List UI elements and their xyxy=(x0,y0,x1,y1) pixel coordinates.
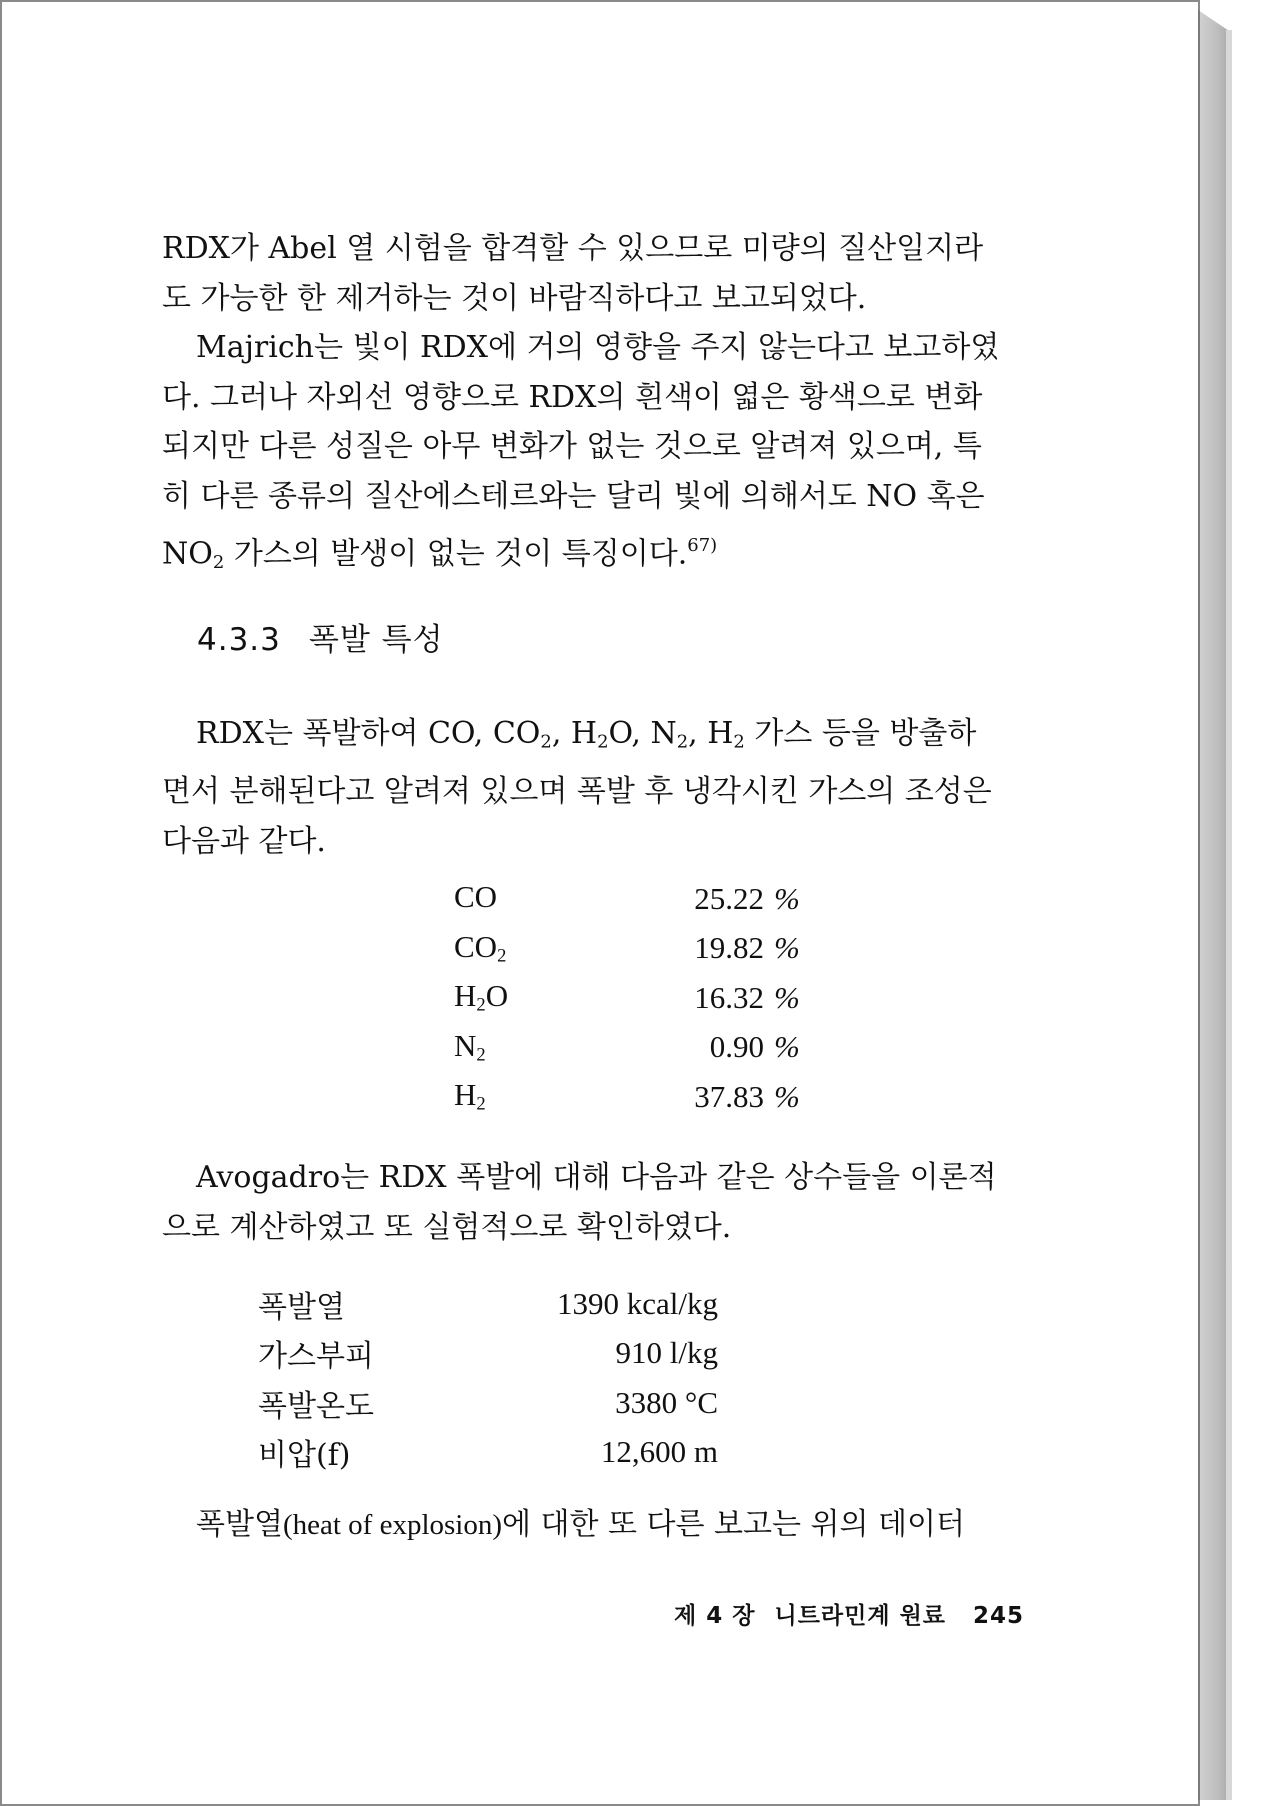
chapter-label: 제 4 장 xyxy=(674,1603,756,1629)
gas-name: $CO_2$ xyxy=(454,928,507,967)
subscript: 2 xyxy=(676,731,689,753)
formula-base: NO xyxy=(162,536,213,572)
gas-name: $H_2O$ xyxy=(454,978,509,1017)
gas-unit: % xyxy=(774,1078,800,1114)
table-row xyxy=(454,874,800,924)
page-number: 245 xyxy=(973,1603,1025,1629)
table-row xyxy=(258,1428,718,1478)
gas-name: CO xyxy=(454,879,498,915)
text-line: 다. 그러나 자외선 영향으로 RDX의 흰색이 엷은 황색으로 변화 xyxy=(162,379,983,415)
text-fragment: , H xyxy=(688,716,734,751)
text-line: 으로 계산하였고 또 실험적으로 확인하였다. xyxy=(162,1209,732,1245)
table-row xyxy=(258,1279,718,1329)
text-line: 다음과 같다. xyxy=(162,823,326,859)
text-fragment: (heat of explosion) xyxy=(282,1509,502,1541)
explosion-constants-table xyxy=(258,1279,718,1477)
gas-unit: % xyxy=(774,1029,800,1065)
text-fragment: 에 대한 또 다른 보고는 위의 데이터 xyxy=(502,1507,965,1542)
constant-value: 910 l/kg xyxy=(615,1335,718,1371)
text-line: Majrich는 빛이 RDX에 거의 영향을 주지 않는다고 보고하였 xyxy=(196,330,1000,365)
reference-number: 67) xyxy=(687,535,718,556)
section-title: 폭발 특성 xyxy=(308,622,444,658)
text-fragment: O, N xyxy=(608,716,677,751)
gas-unit: % xyxy=(774,880,800,916)
subscript: 2 xyxy=(212,552,225,574)
gas-value: 16.32 xyxy=(694,979,764,1015)
chapter-title: 니트라민계 원료 xyxy=(774,1603,947,1629)
text-line: Avogadro는 RDX 폭발에 대해 다음과 같은 상수들을 이론적 xyxy=(196,1160,997,1195)
gas-value: 0.90 xyxy=(709,1029,764,1065)
subscript: 2 xyxy=(733,731,745,753)
constant-value: 3380 °C xyxy=(615,1384,718,1420)
page-footer xyxy=(674,1597,1024,1630)
paragraph-2 xyxy=(162,323,1057,588)
paragraph-3 xyxy=(162,709,1057,866)
table-row xyxy=(454,924,800,974)
text-line: 도 가능한 한 제거하는 것이 바람직하다고 보고되었다. xyxy=(162,280,867,316)
text-line: 히 다른 종류의 질산에스테르와는 달리 빛에 의해서도 NO 혹은 xyxy=(162,478,985,514)
section-number: 4.3.3 xyxy=(197,622,281,658)
text-line: 되지만 다른 성질은 아무 변화가 없는 것으로 알려져 있으며, 특 xyxy=(162,429,982,464)
text-line xyxy=(162,709,1057,767)
constant-value: 1390 kcal/kg xyxy=(557,1285,718,1321)
gas-value: 37.83 xyxy=(694,1078,764,1114)
text-line: 면서 분해된다고 알려져 있으며 폭발 후 냉각시킨 가스의 조성은 xyxy=(162,774,992,809)
paragraph-4 xyxy=(162,1153,1057,1252)
table-row xyxy=(258,1329,718,1379)
constant-name: 폭발열 xyxy=(258,1289,345,1325)
constant-value: 12,600 m xyxy=(600,1434,718,1470)
gas-composition-table xyxy=(454,874,800,1122)
text-fragment: , H xyxy=(551,716,598,751)
subscript: 2 xyxy=(597,731,609,753)
constant-name: 폭발온도 xyxy=(258,1388,374,1424)
gas-name: $N_2$ xyxy=(454,1027,486,1066)
text-line xyxy=(162,1500,1057,1551)
text-line xyxy=(162,521,1057,588)
page-stack-edge-inner xyxy=(1226,30,1232,1800)
subscript: 2 xyxy=(540,731,552,753)
text-line: RDX가 Abel 열 시험을 합격할 수 있으므로 미량의 질산일지라 xyxy=(162,231,984,266)
text-fragment: 폭발열 xyxy=(196,1507,283,1542)
gas-value: 19.82 xyxy=(694,930,764,966)
gas-name: $H_2$ xyxy=(454,1077,486,1116)
table-row xyxy=(258,1378,718,1428)
text-fragment: 가스의 발생이 없는 것이 특징이다. xyxy=(224,536,688,572)
gas-value: 25.22 xyxy=(694,880,764,916)
text-fragment: 가스 등을 방출하 xyxy=(744,716,977,751)
table-row xyxy=(454,973,800,1023)
gas-unit: % xyxy=(774,979,800,1015)
text-fragment: RDX는 폭발하여 CO, CO xyxy=(196,716,541,751)
section-heading xyxy=(197,614,444,659)
constant-name: 비압(f) xyxy=(258,1438,351,1474)
table-row xyxy=(454,1023,800,1073)
paragraph-1 xyxy=(162,224,1057,323)
paragraph-5 xyxy=(162,1500,1057,1551)
gas-unit: % xyxy=(774,930,800,966)
table-row xyxy=(454,1072,800,1122)
constant-name: 가스부피 xyxy=(258,1339,374,1375)
